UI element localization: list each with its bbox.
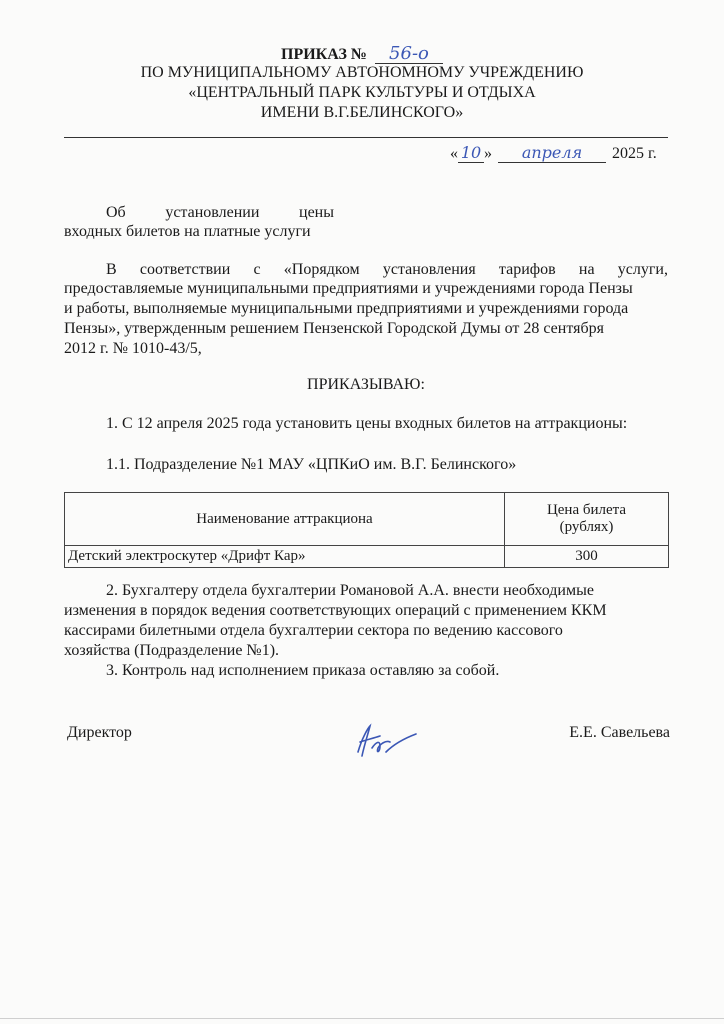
order-title-line — [0, 45, 724, 64]
preamble-word: с — [253, 261, 261, 278]
preamble-line-3: и работы, выполняемые муниципальными предприятиями и учреждениями города — [64, 300, 629, 317]
subject-word: установлении — [165, 204, 260, 221]
order-date — [450, 144, 670, 163]
header-line-3: ИМЕНИ В.Г.БЕЛИНСКОГО» — [260, 104, 464, 121]
date-open-quote: « — [450, 145, 458, 162]
item-2-line-4: хозяйства (Подразделение №1). — [64, 642, 280, 659]
item-3: 3. Контроль над исполнением приказа оставляю за собой. — [106, 662, 500, 679]
scan-bottom-line — [0, 1018, 724, 1019]
signatory-name: Е.Е. Савельева — [569, 724, 670, 741]
preamble-line-2: предоставляемые муниципальными предприятиями и учреждениями города Пензы — [64, 280, 633, 297]
date-month-handwritten: апреля — [498, 144, 606, 163]
subject-line-1 — [106, 204, 334, 222]
item-2-line-3: кассирами билетными отдела бухгалтерии сектора по ведению кассового — [64, 622, 563, 639]
subject-word: Об — [106, 204, 126, 221]
signatory-position: Директор — [67, 724, 132, 741]
preamble-word: соответствии — [139, 261, 231, 278]
header-line-1: ПО МУНИЦИПАЛЬНОМУ АВТОНОМНОМУ УЧРЕЖДЕНИЮ — [140, 64, 584, 81]
preamble-word: услуги, — [617, 261, 668, 278]
header-divider — [64, 137, 668, 138]
preamble-word: «Порядком — [283, 261, 360, 278]
preamble-word: установления — [382, 261, 476, 278]
table-row — [65, 546, 669, 568]
attractions-table-wrap — [64, 492, 669, 568]
header-line-2: «ЦЕНТРАЛЬНЫЙ ПАРК КУЛЬТУРЫ И ОТДЫХА — [188, 84, 536, 101]
order-word: ПРИКАЗЫВАЮ: — [307, 376, 425, 393]
table-header-row — [65, 493, 669, 546]
preamble-word: В — [106, 261, 117, 278]
item-2-line-1: 2. Бухгалтеру отдела бухгалтерии Романовой А.А. внести необходимые — [106, 582, 594, 599]
attractions-table — [64, 492, 669, 568]
preamble-word: тарифов — [498, 261, 556, 278]
director-signature — [350, 718, 420, 762]
date-close-quote: » — [484, 145, 492, 162]
col-price-header — [505, 493, 669, 546]
col-attraction-header: Наименование аттракциона — [65, 493, 505, 546]
subject-line-2: входных билетов на платные услуги — [64, 223, 311, 240]
preamble-line-5: 2012 г. № 1010-43/5, — [64, 340, 202, 357]
attraction-name-cell: Детский электроскутер «Дрифт Кар» — [65, 546, 505, 568]
date-day-handwritten: 10 — [458, 144, 484, 163]
attraction-price-cell: 300 — [505, 546, 669, 568]
col-price-header-line1: Цена билета — [546, 502, 627, 518]
preamble-line-4: Пензы», утвержденным решением Пензенской Городской Думы от 28 сентября — [64, 320, 604, 337]
order-title: ПРИКАЗ № — [281, 46, 367, 63]
subject-word: цены — [299, 204, 334, 221]
order-number-handwritten: 56-о — [375, 45, 443, 64]
preamble-word: на — [578, 261, 595, 278]
item-1-1: 1.1. Подразделение №1 МАУ «ЦПКиО им. В.Г. Белинского» — [106, 456, 517, 473]
preamble-line-1 — [106, 261, 668, 279]
date-year: 2025 г. — [612, 145, 657, 162]
item-1: 1. С 12 апреля 2025 года установить цены входных билетов на аттракционы: — [106, 415, 628, 432]
col-price-header-line2: (рублях) — [559, 519, 614, 535]
item-2-line-2: изменения в порядок ведения соответствующих операций с применением ККМ — [64, 602, 607, 619]
